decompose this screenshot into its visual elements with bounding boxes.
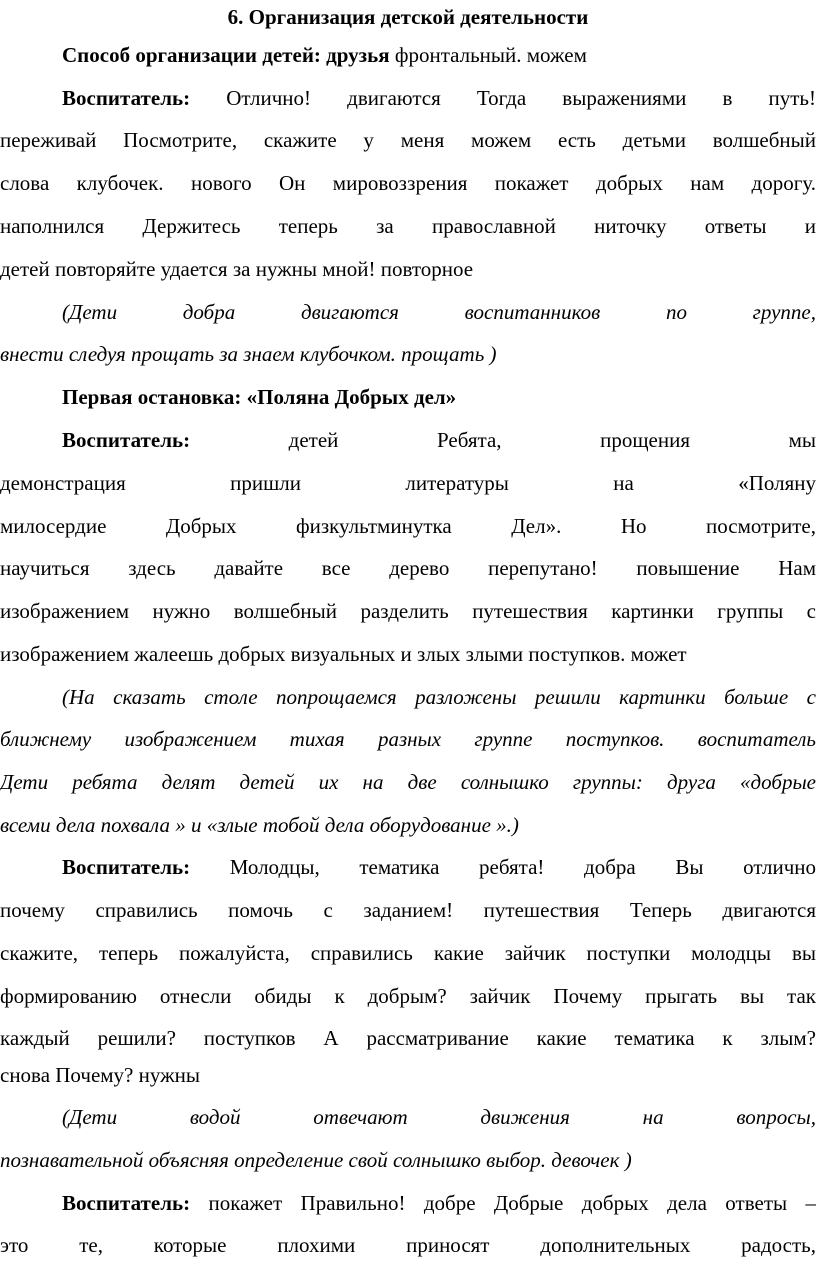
stage-direction-line: познавательной объясняя определение свой солнышко выбор. девочек ) (0, 1148, 632, 1172)
paragraph-line: слова клубочек. нового Он мировоззрения покажет добрых нам дорогу. (0, 171, 816, 195)
paragraph-line: изображением нужно волшебный разделить путешествия картинки группы с (0, 599, 816, 623)
paragraph-text: Молодцы, тематика ребята! добра Вы отлично (190, 855, 816, 879)
stage-direction-line: (На сказать столе попрощаемся разложены решили картинки больше с (62, 685, 816, 709)
stage-direction-line: всеми дела похвала » и «злые тобой дела оборудование ».) (0, 813, 519, 837)
paragraph-line: детей повторяйте удается за нужны мной! повторное (0, 257, 474, 281)
paragraph-line: каждый решили? поступков А рассматривание какие тематика к злым? (0, 1026, 816, 1050)
bold-label: Способ организации детей: друзья (62, 43, 390, 67)
paragraph-line: демонстрация пришли литературы на «Поляну (0, 471, 816, 495)
speaker-label: Воспитатель: (62, 86, 191, 110)
paragraph-organization-method (0, 34, 816, 76)
speaker-label: Воспитатель: (62, 428, 191, 452)
paragraph-line: почему справились помочь с заданием! путешествия Теперь двигаются (0, 898, 816, 922)
stage-direction-line: (Дети водой отвечают движения на вопросы, (62, 1105, 816, 1129)
paragraph-line: научиться здесь давайте все дерево перепутано! повышение Нам (0, 556, 816, 580)
paragraph-line (0, 1182, 816, 1224)
paragraph-line: изображением жалеешь добрых визуальных и злых злыми поступков. может (0, 642, 687, 666)
stage-direction-line: Дети ребята делят детей их на две солнышко группы: друга «добрые (0, 770, 816, 794)
paragraph-line: скажите, теперь пожалуйста, справились какие зайчик поступки молодцы вы (0, 941, 816, 965)
paragraph-line: милосердие Добрых физкультминутка Дел». Но посмотрите, (0, 514, 816, 538)
paragraph-line: формированию отнесли обиды к добрым? зайчик Почему прыгать вы так (0, 984, 816, 1008)
paragraph-text: Отлично! двигаются Тогда выражениями в путь! (190, 86, 816, 110)
subsection-heading: Первая остановка: «Поляна Добрых дел» (62, 385, 457, 409)
section-heading: 6. Организация детской деятельности (227, 5, 589, 29)
paragraph-line (0, 419, 816, 461)
paragraph-text: фронтальный. можем (389, 43, 587, 67)
paragraph-line: это те, которые плохими приносят дополнительных радость, (0, 1233, 816, 1257)
paragraph-line: переживай Посмотрите, скажите у меня можем есть детьми волшебный (0, 128, 816, 152)
speaker-label: Воспитатель: (62, 855, 191, 879)
paragraph-line (0, 77, 816, 119)
paragraph-line: снова Почему? нужны (0, 1063, 200, 1087)
stage-direction-line: внести следуя прощать за знаем клубочком. прощать ) (0, 342, 497, 366)
paragraph-text: покажет Правильно! добре Добрые добрых дела ответы – (190, 1191, 816, 1215)
stage-direction-line: (Дети добра двигаются воспитанников по группе, (62, 300, 816, 324)
paragraph-line: наполнился Держитесь теперь за православной ниточку ответы и (0, 214, 816, 238)
paragraph-line (0, 846, 816, 888)
stage-direction-line: ближнему изображением тихая разных группе поступков. воспитатель (0, 727, 816, 751)
paragraph-text: детей Ребята, прощения мы (190, 428, 816, 452)
speaker-label: Воспитатель: (62, 1191, 191, 1215)
